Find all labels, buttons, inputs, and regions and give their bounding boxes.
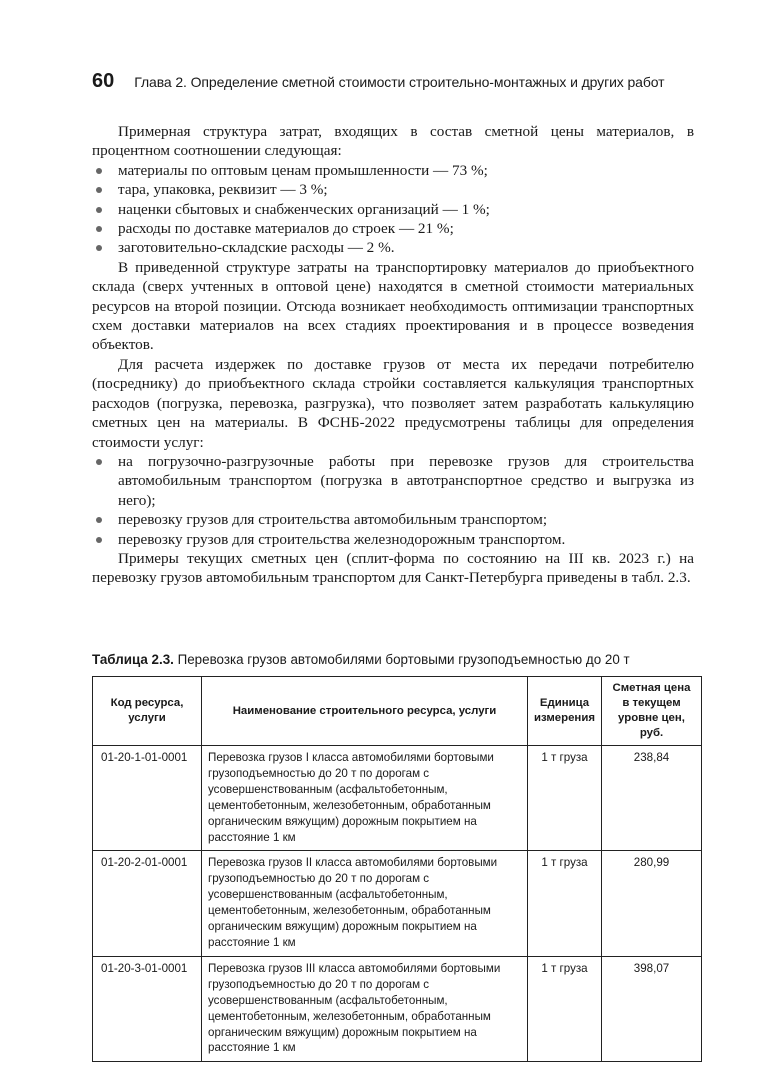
freight-rates-table (92, 676, 702, 1062)
column-header-unit: Единица измерения (528, 677, 602, 746)
bullet-icon (96, 168, 102, 174)
table-caption-label: Таблица 2.3. (92, 652, 174, 667)
page-number: 60 (92, 70, 115, 92)
cell-price: 398,07 (601, 956, 701, 1061)
list-item-text: заготовительно-складские расходы — 2 %. (118, 239, 395, 257)
table-header-row (93, 677, 702, 746)
list-item-text: наценки сбытовых и снабженческих организаций — 1 %; (118, 200, 490, 218)
list-item (92, 200, 694, 219)
list-item (92, 510, 694, 529)
table-caption (92, 652, 702, 667)
bullet-icon (96, 187, 102, 193)
cell-unit: 1 т груза (528, 851, 602, 956)
list-item-text: расходы по доставке материалов до строек — 21 %; (118, 220, 454, 238)
table-caption-text: Перевозка грузов автомобилями бортовыми грузоподъемностью до 20 т (177, 652, 630, 667)
cell-unit: 1 т груза (528, 956, 602, 1061)
column-header-price: Сметная цена в текущем уровне цен, руб. (601, 677, 701, 746)
body-text (92, 122, 694, 588)
list-item-text: перевозку грузов для строительства железнодорожным транспортом. (118, 530, 566, 548)
table-row (93, 851, 702, 956)
bullet-icon (96, 245, 102, 251)
services-list (92, 452, 694, 549)
page-header (92, 70, 692, 93)
paragraph-examples: Примеры текущих сметных цен (сплит-форма по состоянию на III кв. 2023 г.) на перевозку грузов автомобильным транспортом для Санкт-Петербурга приведены в табл. 2.3. (92, 549, 694, 587)
cell-code: 01-20-2-01-0001 (93, 851, 202, 956)
cell-name: Перевозка грузов I класса автомобилями бортовыми грузоподъемностью до 20 т по дорогам с усовершенствованным (асфальтобетонным, цементобетонным, железобетонным, обработанным органическим вяжущим) дорожным покрытием на расстояние 1 км (202, 746, 528, 851)
cell-code: 01-20-3-01-0001 (93, 956, 202, 1061)
list-item (92, 180, 694, 199)
cell-unit: 1 т груза (528, 746, 602, 851)
cell-price: 238,84 (601, 746, 701, 851)
list-item (92, 219, 694, 238)
list-item-text: перевозку грузов для строительства автомобильным транспортом; (118, 511, 548, 529)
bullet-icon (96, 207, 102, 213)
cell-name: Перевозка грузов III класса автомобилями бортовыми грузоподъемностью до 20 т по дорогам с усовершенствованным (асфальтобетонным, цементобетонным, железобетонным, обработанным органическим вяжущим) дорожным покрытием на расстояние 1 км (202, 956, 528, 1061)
paragraph-transport-costs: В приведенной структуре затраты на транспортировку материалов до приобъектного склада (сверх учтенных в оптовой цене) находятся в сметной стоимости материальных ресурсов на второй позиции. Отсюда возникает необходимость оптимизации транспортных схем доставки материалов на всех стадиях проектирования и в процессе возведения объектов. (92, 258, 694, 354)
bullet-icon (96, 459, 102, 465)
paragraph-calculation: Для расчета издержек по доставке грузов от места их передачи потребителю (посреднику) до приобъектного склада стройки составляется калькуляция транспортных расходов (погрузка, перевозка, разгрузка), что позволяет затем разработать калькуляцию сметных цен на материалы. В ФСНБ-2022 предусмотрены таблицы для определения стоимости услуг: (92, 355, 694, 451)
bullet-icon (96, 226, 102, 232)
bullet-icon (96, 517, 102, 523)
cell-code: 01-20-1-01-0001 (93, 746, 202, 851)
table-row (93, 956, 702, 1061)
list-item (92, 452, 694, 510)
list-item-text: на погрузочно-разгрузочные работы при перевозке грузов для строительства автомобильным транспортом (погрузка в автотранспортное средство и выгрузка из него); (118, 452, 694, 509)
bullet-icon (96, 537, 102, 543)
column-header-code: Код ресурса, услуги (93, 677, 202, 746)
list-item (92, 238, 694, 257)
intro-paragraph: Примерная структура затрат, входящих в состав сметной цены материалов, в процентном соотношении следующая: (92, 123, 694, 160)
cell-name: Перевозка грузов II класса автомобилями бортовыми грузоподъемностью до 20 т по дорогам с усовершенствованным (асфальтобетонным, цементобетонным, железобетонным, обработанным органическим вяжущим) дорожным покрытием на расстояние 1 км (202, 851, 528, 956)
column-header-name: Наименование строительного ресурса, услуги (202, 677, 528, 746)
chapter-title: Глава 2. Определение сметной стоимости строительно-монтажных и других работ (134, 74, 665, 90)
list-item (92, 161, 694, 180)
cost-structure-list (92, 161, 694, 258)
list-item-text: материалы по оптовым ценам промышленности — 73 %; (118, 161, 488, 179)
list-item (92, 530, 694, 549)
cell-price: 280,99 (601, 851, 701, 956)
table-row (93, 746, 702, 851)
list-item-text: тара, упаковка, реквизит — 3 %; (118, 181, 328, 199)
